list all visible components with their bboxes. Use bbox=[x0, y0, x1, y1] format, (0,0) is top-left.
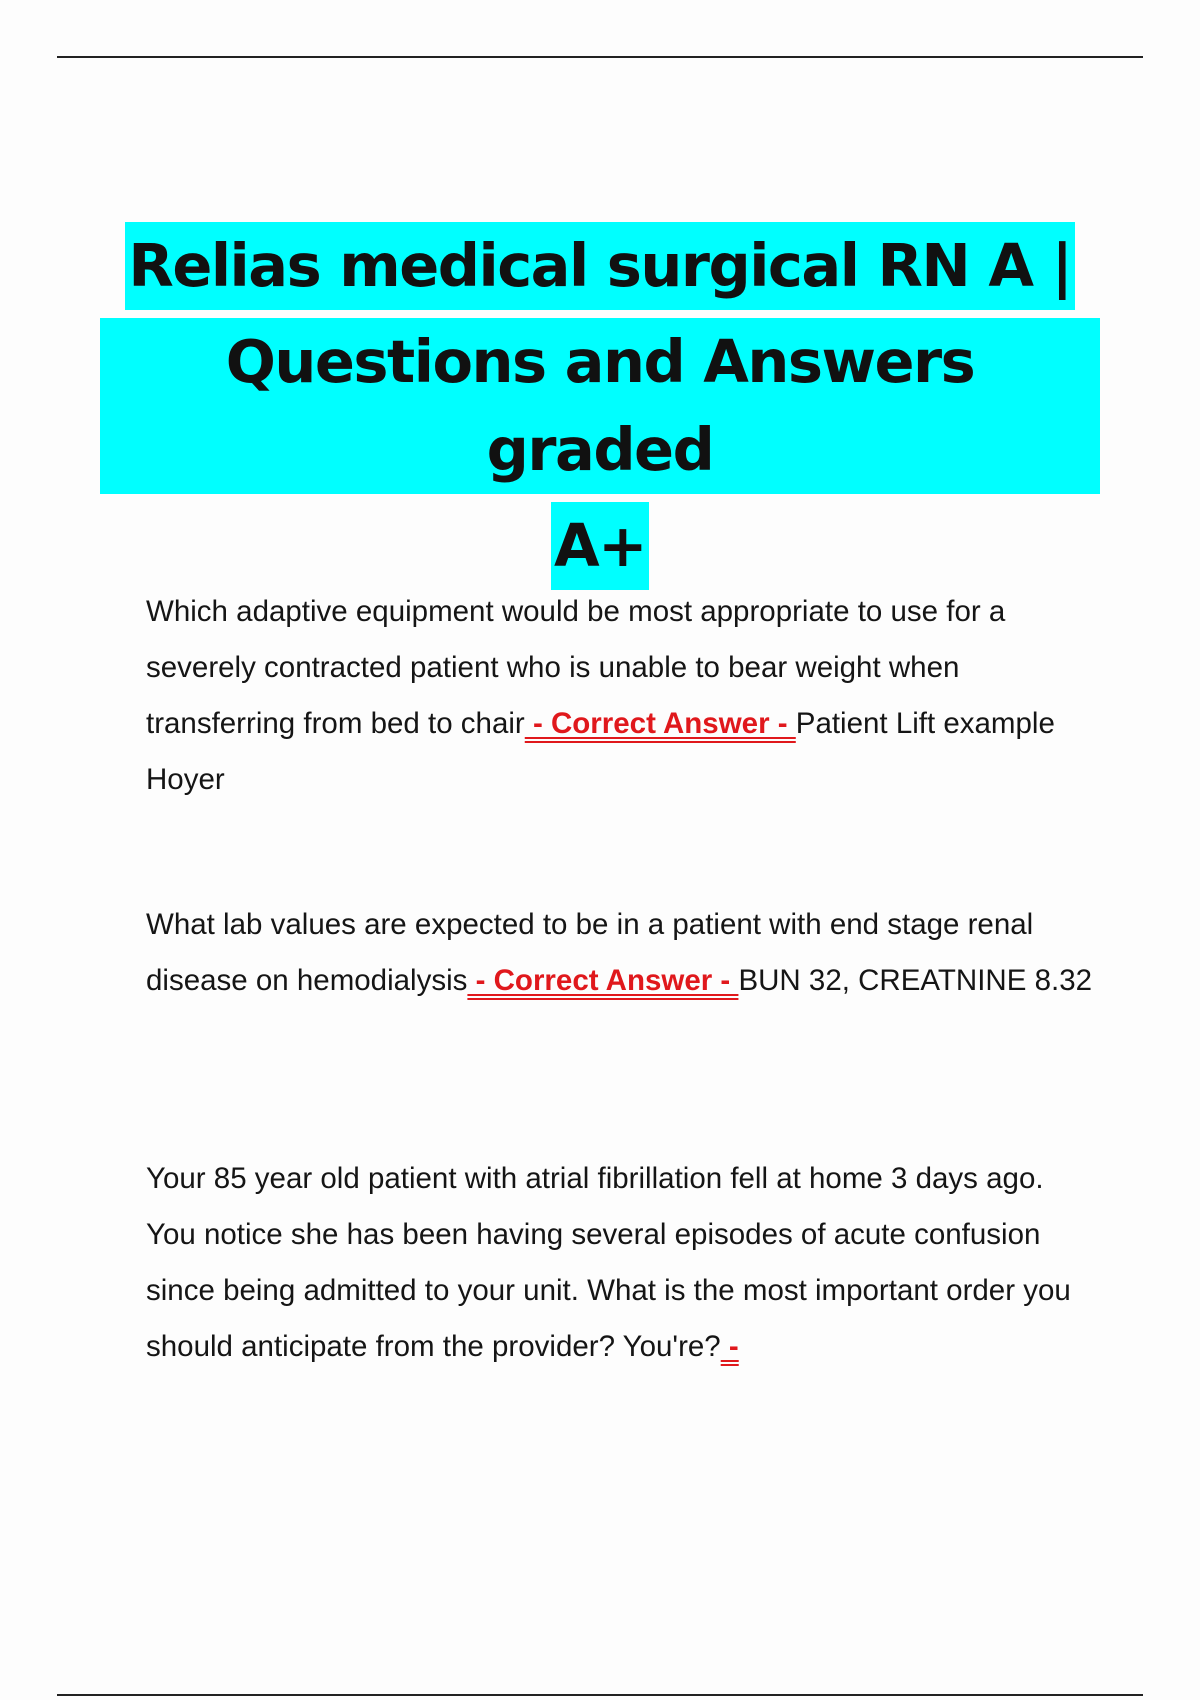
correct-answer-marker: - Correct Answer - bbox=[524, 707, 796, 740]
qa-item-2 bbox=[146, 897, 1096, 1009]
title-line-1: Relias medical surgical RN A | bbox=[125, 222, 1074, 310]
title-line-2: Questions and Answers graded bbox=[100, 318, 1100, 494]
correct-answer-marker: - Correct Answer - bbox=[467, 964, 739, 997]
title-line-3: A+ bbox=[551, 502, 649, 590]
qa-item-3 bbox=[146, 1151, 1096, 1375]
question-text: Which adaptive equipment would be most appropriate to use for a severely contracted patient who is unable to bear weight when transferring from bed to chair bbox=[146, 595, 1006, 740]
correct-answer-marker: - bbox=[720, 1330, 739, 1363]
footer-rule bbox=[57, 1694, 1143, 1696]
page-title bbox=[100, 218, 1100, 594]
qa-item-1 bbox=[146, 584, 1096, 808]
answer-text: BUN 32, CREATNINE 8.32 bbox=[738, 964, 1093, 997]
answer-text: Patient Lift example Hoyer bbox=[146, 707, 1055, 796]
question-text: Your 85 year old patient with atrial fibrillation fell at home 3 days ago. You notice she has been having several episodes of acute confusion since being admitted to your unit. What is the most important order you should anticipate from the provider? You're? bbox=[146, 1162, 1071, 1363]
question-text: What lab values are expected to be in a patient with end stage renal disease on hemodialysis bbox=[146, 908, 1034, 997]
header-rule bbox=[57, 56, 1143, 58]
